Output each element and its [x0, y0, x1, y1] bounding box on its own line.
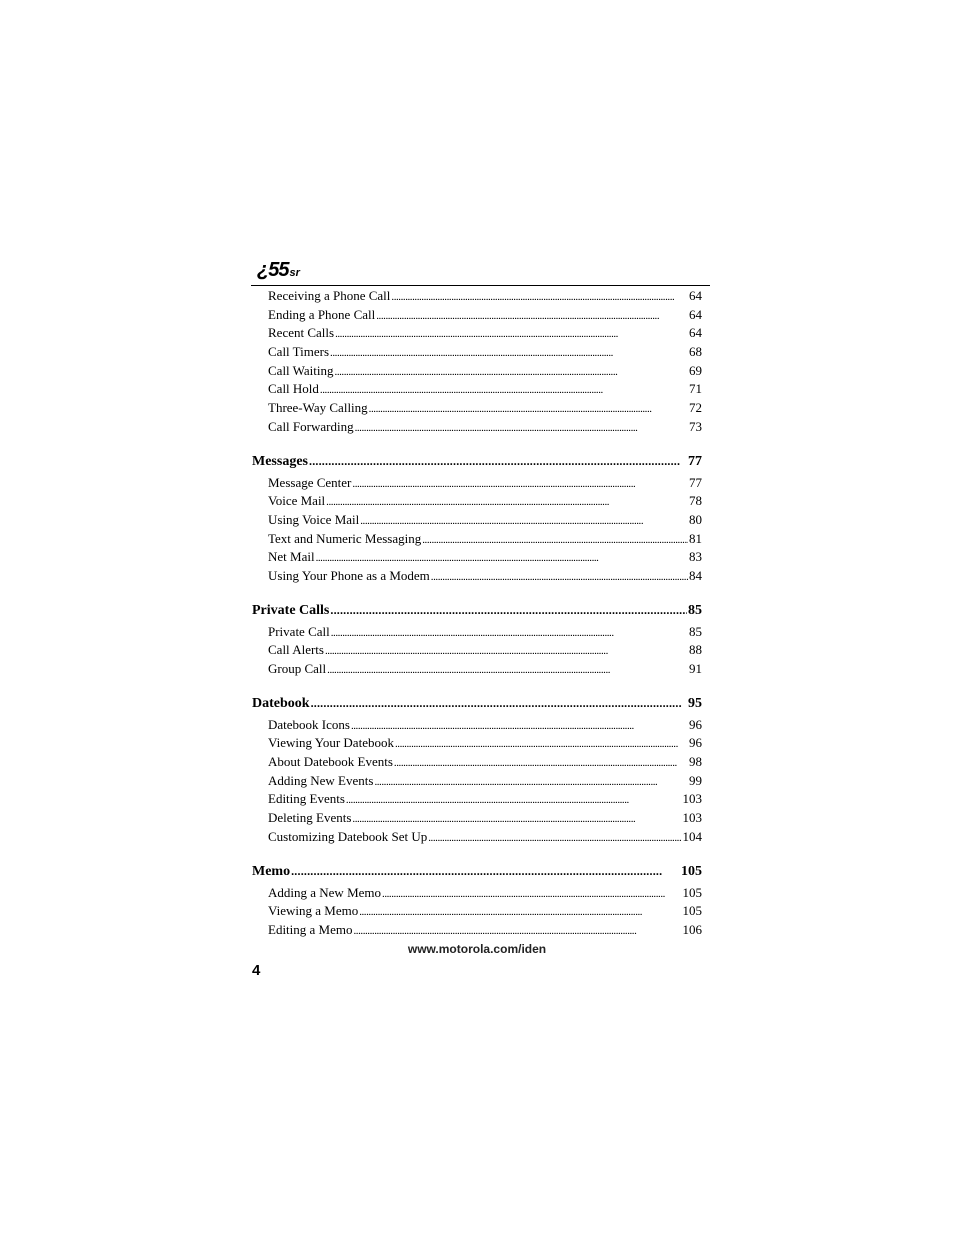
toc-entry[interactable]	[252, 828, 702, 847]
dot-leader	[331, 623, 688, 642]
page-ref: 103	[682, 810, 702, 826]
toc-entry[interactable]	[252, 492, 702, 511]
entry-label: Group Call	[268, 661, 327, 676]
dot-leader	[316, 548, 688, 567]
toc-entry[interactable]	[252, 790, 702, 809]
entry-label: Receiving a Phone Call	[268, 288, 391, 303]
toc-entry[interactable]	[252, 902, 702, 921]
toc-entry[interactable]	[252, 474, 702, 493]
entry-label: Deleting Events	[268, 810, 352, 826]
logo-suffix-text: sr	[289, 267, 300, 279]
dot-leader	[359, 902, 681, 921]
entry-label: About Datebook Events	[268, 754, 393, 770]
page-ref: 105	[682, 903, 702, 919]
dot-leader	[326, 492, 688, 511]
dot-leader	[346, 790, 682, 809]
dot-leader	[369, 399, 688, 418]
entry-label: Call Waiting	[268, 362, 334, 378]
toc-entry[interactable]	[252, 324, 702, 343]
toc-section	[252, 450, 702, 586]
toc-entry[interactable]	[252, 641, 702, 660]
dot-leader	[395, 734, 688, 753]
toc-section	[252, 860, 702, 940]
page-ref: 80	[689, 511, 702, 527]
toc-entry[interactable]	[252, 418, 702, 437]
footer-url: www.motorola.com/iden	[407, 942, 547, 956]
entry-label: Voice Mail	[268, 493, 326, 509]
toc-entry[interactable]	[252, 567, 702, 586]
toc-entry[interactable]	[252, 772, 702, 791]
dot-leader	[394, 753, 688, 772]
header-rule	[251, 285, 710, 286]
entry-label: Datebook Icons	[268, 716, 350, 732]
page-ref: 91	[689, 661, 702, 676]
toc-entry[interactable]	[252, 716, 702, 735]
toc-section-heading[interactable]	[252, 692, 702, 714]
entry-label: Viewing a Memo	[268, 903, 359, 919]
page-ref: 85	[689, 623, 702, 639]
toc-section	[252, 599, 702, 679]
dot-leader	[330, 343, 688, 362]
section-title: Datebook	[252, 695, 310, 711]
page-ref: 96	[689, 716, 702, 732]
entry-label: Using Voice Mail	[268, 511, 360, 527]
toc-entry[interactable]	[252, 306, 702, 325]
dot-leader	[335, 362, 688, 381]
entry-label: Customizing Datebook Set Up	[268, 828, 428, 844]
toc-entry[interactable]	[252, 548, 702, 567]
toc-entry[interactable]	[252, 287, 702, 306]
page-ref: 78	[689, 493, 702, 509]
toc-section	[252, 692, 702, 847]
entry-label: Call Hold	[268, 381, 319, 397]
dot-leader	[351, 716, 688, 735]
dot-leader	[422, 530, 688, 549]
toc-entry[interactable]	[252, 921, 702, 940]
toc-section-heading[interactable]	[252, 450, 702, 472]
page-ref: 71	[689, 381, 702, 397]
entry-label: Recent Calls	[268, 325, 335, 341]
page-ref: 98	[689, 754, 702, 770]
dot-leader	[320, 380, 688, 399]
page-ref: 77	[688, 453, 702, 469]
dot-leader	[391, 287, 688, 306]
page-ref: 69	[689, 362, 702, 378]
page-ref: 64	[689, 325, 702, 341]
page-ref: 103	[682, 791, 702, 807]
page-ref: 95	[688, 695, 702, 711]
page-ref: 81	[689, 530, 702, 546]
toc-entry[interactable]	[252, 362, 702, 381]
entry-label: Net Mail	[268, 549, 315, 565]
toc-entry[interactable]	[252, 530, 702, 549]
entry-label: Text and Numeric Messaging	[268, 530, 422, 546]
toc-entry[interactable]	[252, 511, 702, 530]
toc-entry[interactable]	[252, 343, 702, 362]
page-ref: 99	[689, 772, 702, 788]
entry-label: Adding New Events	[268, 772, 374, 788]
dot-leader	[325, 641, 688, 660]
toc-entry[interactable]	[252, 380, 702, 399]
entry-label: Call Alerts	[268, 642, 324, 658]
page-ref: 64	[689, 288, 702, 303]
toc-entry[interactable]	[252, 660, 702, 679]
page-number: 4	[252, 962, 261, 979]
dot-leader	[354, 921, 682, 940]
entry-label: Message Center	[268, 474, 352, 490]
entry-label: Ending a Phone Call	[268, 306, 376, 322]
entry-label: Adding a New Memo	[268, 884, 382, 900]
dot-leader	[335, 324, 688, 343]
page-ref: 85	[688, 602, 702, 618]
product-logo	[257, 260, 300, 280]
dot-leader	[431, 567, 688, 586]
dot-leader	[311, 692, 687, 714]
dot-leader	[382, 884, 681, 903]
toc-entry[interactable]	[252, 884, 702, 903]
dot-leader	[360, 511, 688, 530]
dot-leader	[291, 860, 680, 882]
dot-leader	[309, 450, 687, 472]
page-ref: 84	[689, 567, 702, 583]
page-ref: 88	[689, 642, 702, 658]
page-ref: 105	[682, 884, 702, 900]
entry-label: Call Forwarding	[268, 418, 354, 434]
logo-main-text: ¿55	[257, 259, 289, 281]
entry-label: Three-Way Calling	[268, 400, 368, 416]
page-ref: 96	[689, 735, 702, 751]
toc-entry[interactable]	[252, 734, 702, 753]
toc-entry[interactable]	[252, 399, 702, 418]
toc-entry[interactable]	[252, 809, 702, 828]
entry-label: Editing Events	[268, 791, 345, 807]
entry-label: Editing a Memo	[268, 921, 353, 937]
page-ref: 68	[689, 344, 702, 360]
entry-label: Call Timers	[268, 344, 330, 360]
toc-section-heading[interactable]	[252, 599, 702, 621]
dot-leader	[374, 772, 688, 791]
page-ref: 105	[681, 863, 702, 879]
toc-section-heading[interactable]	[252, 860, 702, 882]
page-ref: 83	[689, 549, 702, 565]
table-of-contents	[252, 287, 702, 940]
page-ref: 104	[682, 828, 702, 844]
dot-leader	[352, 474, 688, 493]
section-title: Messages	[252, 453, 308, 469]
dot-leader	[330, 599, 687, 621]
entry-label: Private Call	[268, 623, 330, 639]
dot-leader	[355, 418, 688, 437]
entry-label: Using Your Phone as a Modem	[268, 567, 430, 583]
toc-entry[interactable]	[252, 623, 702, 642]
page-ref: 106	[682, 921, 702, 937]
toc-entry[interactable]	[252, 753, 702, 772]
page-ref: 64	[689, 306, 702, 322]
page-ref: 73	[689, 418, 702, 434]
dot-leader	[327, 660, 688, 679]
dot-leader	[376, 306, 688, 325]
page-ref: 72	[689, 400, 702, 416]
entry-label: Viewing Your Datebook	[268, 735, 394, 751]
section-title: Memo	[252, 863, 291, 879]
dot-leader	[428, 828, 681, 847]
section-title: Private Calls	[252, 602, 330, 618]
dot-leader	[352, 809, 681, 828]
page-ref: 77	[689, 474, 702, 490]
